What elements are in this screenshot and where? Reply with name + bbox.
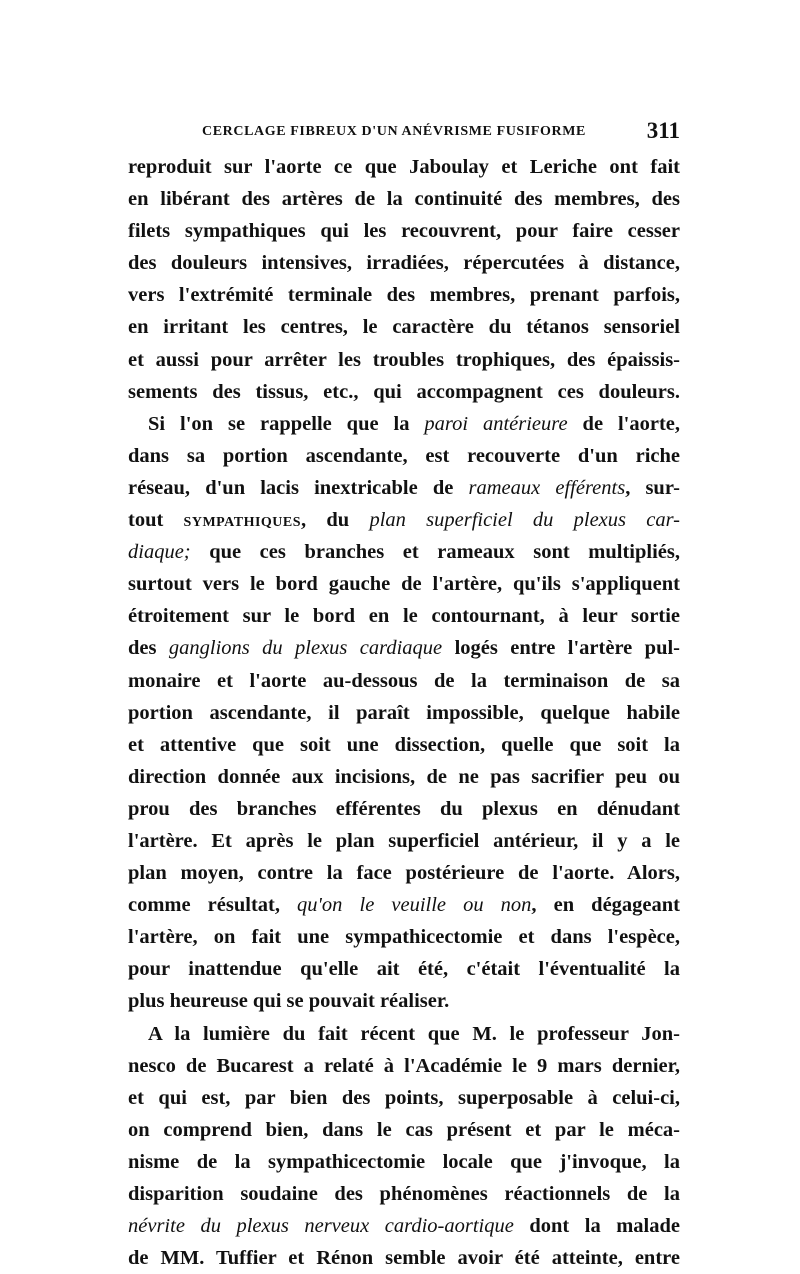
text-line: en libérant des artères de la continuité des membres, des [128, 188, 680, 211]
text-line: tout SYMPATHIQUES, du plan superficiel du plexus car- [128, 509, 680, 532]
italic-text: qu'on le veuille ou non [297, 894, 532, 917]
text-line: sements des tissus, etc., qui accompagnent ces douleurs. [128, 380, 680, 403]
text-line: disparition soudaine des phénomènes réactionnels de la [128, 1183, 680, 1205]
running-title: CERCLAGE FIBREUX D'UN ANÉVRISME FUSIFORME [202, 124, 586, 139]
italic-text: rameaux efférents [468, 476, 626, 499]
text-line: reproduit sur l'aorte ce que Jaboulay et Leriche ont fait [128, 156, 680, 178]
text-line: nesco de Bucarest a relaté à l'Académie le 9 mars dernier, [128, 1054, 680, 1077]
italic-text: plan superficiel du plexus car- [369, 509, 680, 532]
text-line: et attentive que soit une dissection, quelle que soit la [128, 733, 680, 756]
text-line: vers l'extrémité terminale des membres, prenant parfois, [128, 284, 680, 307]
text-line: pour inattendue qu'elle ait été, c'était l'éventualité la [128, 958, 680, 981]
small-caps-text: SYMPATHIQUES [183, 515, 302, 531]
text-line: prou des branches efférentes du plexus en dénudant [128, 797, 680, 820]
body-text [128, 151, 680, 1274]
paragraph-end-line: plus heureuse qui se pouvait réaliser. [128, 990, 450, 1013]
text-line: plan moyen, contre la face postérieure de l'aorte. Alors, [128, 862, 680, 885]
italic-text: diaque; [128, 541, 191, 564]
text-line: névrite du plexus nerveux cardio-aortique dont la malade [128, 1215, 680, 1238]
text-line: on comprend bien, dans le cas présent et par le méca- [128, 1118, 680, 1141]
text-line: dans sa portion ascendante, est recouverte d'un riche [128, 444, 680, 467]
text-line: direction donnée aux incisions, de ne pas sacrifier peu ou [128, 765, 680, 788]
text-line: des ganglions du plexus cardiaque logés entre l'artère pul- [128, 637, 680, 660]
text-line: en irritant les centres, le caractère du tétanos sensoriel [128, 316, 680, 339]
text-line: l'artère. Et après le plan superficiel antérieur, il y a le [128, 829, 680, 852]
paragraph-start-line: Si l'on se rappelle que la paroi antérieure de l'aorte, [148, 412, 680, 435]
text-line: étroitement sur le bord en le contournant, à leur sortie [128, 605, 680, 628]
text-line: comme résultat, qu'on le veuille ou non, en dégageant [128, 894, 680, 917]
text-line: réseau, d'un lacis inextricable de rameaux efférents, sur- [128, 476, 680, 499]
text-line: de MM. Tuffier et Rénon semble avoir été atteinte, entre [128, 1247, 680, 1270]
paragraph-start-line: A la lumière du fait récent que M. le professeur Jon- [148, 1022, 680, 1045]
italic-text: ganglions du plexus cardiaque [168, 637, 443, 660]
text-line: diaque; que ces branches et rameaux sont multipliés, [128, 541, 680, 564]
text-line: filets sympathiques qui les recouvrent, pour faire cesser [128, 220, 680, 243]
text-line: et qui est, par bien des points, superposable à celui-ci, [128, 1086, 680, 1109]
text-line: des douleurs intensives, irradiées, répercutées à distance, [128, 252, 680, 275]
text-line: nisme de la sympathicectomie locale que j'invoque, la [128, 1150, 680, 1173]
text-line: surtout vers le bord gauche de l'artère, qu'ils s'appliquent [128, 573, 680, 596]
text-line: portion ascendante, il paraît impossible, quelque habile [128, 701, 680, 724]
text-line: et aussi pour arrêter les troubles trophiques, des épaissis- [128, 348, 680, 371]
page-number: 311 [646, 118, 680, 143]
running-head [128, 118, 680, 148]
italic-text: névrite du plexus nerveux cardio-aortique [128, 1215, 514, 1238]
text-line: monaire et l'aorte au-dessous de la terminaison de sa [128, 669, 680, 692]
text-line: l'artère, on fait une sympathicectomie et dans l'espèce, [128, 926, 680, 949]
italic-text: paroi antérieure [424, 412, 568, 435]
